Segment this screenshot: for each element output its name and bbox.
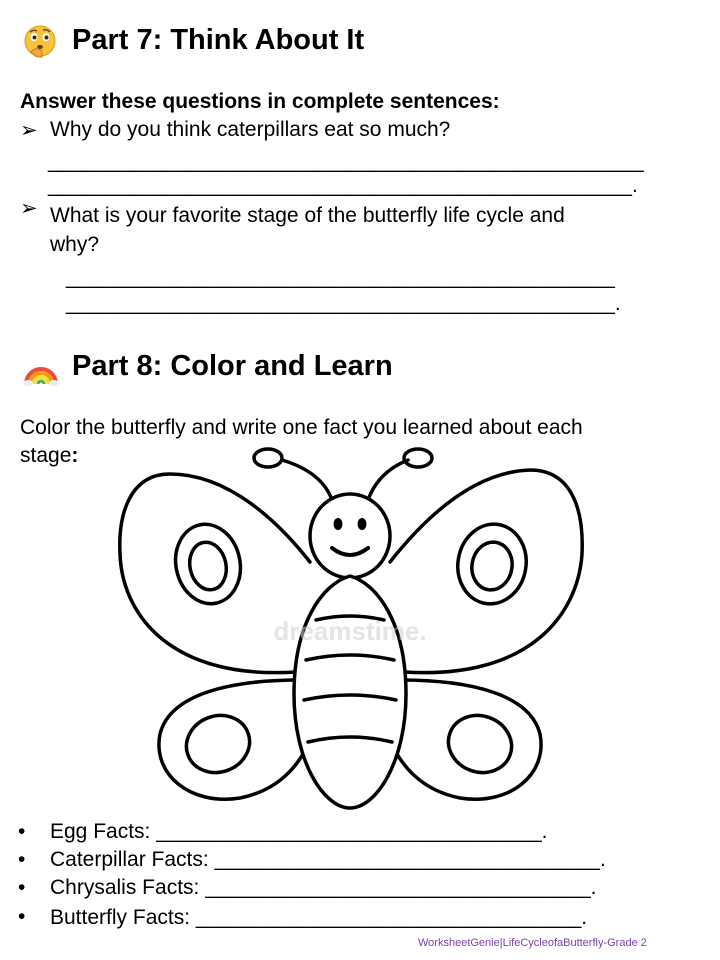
part7-title: Part 7: Think About It [72,24,365,56]
chrysalis-facts-label: Chrysalis Facts: [50,876,200,899]
fact-bullet-chrysalis: • [18,876,26,899]
egg-facts-answer-line[interactable]: _________________________________. [156,820,548,843]
fact-bullet-butterfly: • [18,905,26,928]
butterfly-coloring-image [110,444,590,820]
right-antenna [368,460,408,500]
instruction-stage-word: stage [20,444,72,467]
butterfly-body [294,576,406,808]
butterfly-facts-label: Butterfly Facts: [50,906,191,929]
question-2-line-b: why? [50,233,100,256]
fact-row-egg [50,820,547,844]
left-antenna [282,460,332,500]
butterfly-facts-answer-line[interactable]: _________________________________. [195,906,588,929]
watermark: dreamstime. [273,616,427,646]
upper-right-wing-spot-inner [468,539,516,593]
fact-row-chrysalis [50,876,596,900]
chrysalis-facts-answer-line[interactable]: _________________________________. [205,876,597,899]
lower-left-wing [159,680,310,799]
part8-instruction-line-a: Color the butterfly and write one fact you learned about each [20,416,583,439]
question-2-line-a: What is your favorite stage of the butterfly life cycle and [50,204,565,227]
q1-bullet: ➢ [20,119,38,142]
left-eye [334,518,343,530]
lower-right-wing [390,680,541,799]
thinking-face-icon [22,24,58,60]
footer-credit: WorksheetGenie|LifeCycleofaButterfly-Grade 2 [418,937,647,949]
right-eye [358,518,367,530]
q2-bullet: ➢ [20,197,38,220]
left-antenna-tip [254,449,282,467]
fact-bullet-egg: • [18,820,26,843]
butterfly-head [310,494,390,578]
q2-answer-line-2[interactable]: _______________________________________________. [66,292,621,315]
fact-bullet-caterpillar: • [18,848,26,871]
instruction-colon: : [71,444,79,467]
fact-row-butterfly [50,906,587,930]
lower-left-wing-spot [178,707,257,782]
upper-left-wing-spot-inner [185,539,230,593]
q1-answer-line-2[interactable]: __________________________________________________. [48,174,638,197]
q2-answer-line-1[interactable]: _______________________________________________ [66,266,615,289]
fact-row-caterpillar [50,848,606,872]
upper-right-wing-spot-outer [452,519,533,610]
egg-facts-label: Egg Facts: [50,820,151,843]
q1-answer-line-1[interactable]: ___________________________________________________ [48,150,644,173]
part7-instruction: Answer these questions in complete sentences: [20,90,500,113]
caterpillar-facts-answer-line[interactable]: _________________________________. [214,848,606,871]
part8-title: Part 8: Color and Learn [72,350,393,382]
question-1: Why do you think caterpillars eat so much? [50,118,451,141]
right-antenna-tip [404,449,432,467]
caterpillar-facts-label: Caterpillar Facts: [50,848,209,871]
rainbow-icon [22,350,60,386]
upper-left-wing-spot-outer [168,518,247,610]
part8-instruction-line-b [20,444,78,468]
lower-right-wing-spot [440,707,519,782]
